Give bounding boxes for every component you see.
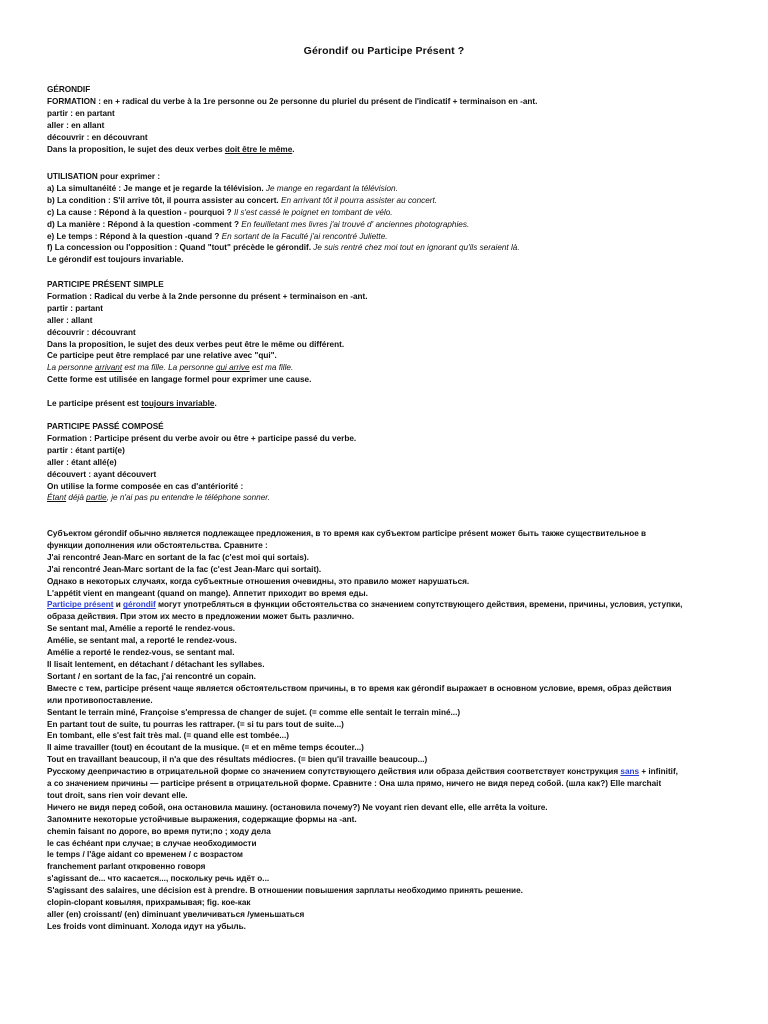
participe-present-link[interactable]: Participe présent — [47, 600, 114, 610]
text-line: Les froids vont diminuant. Холода идут на убыль. — [47, 921, 246, 931]
text-line: Amélie, se sentant mal, a reporté le rendez-vous. — [47, 636, 237, 646]
text: + infinitif, — [639, 767, 678, 777]
use-item — [47, 195, 737, 207]
text: Русскому деепричастию в отрицательной форме со значением сопутствующего действия или образа действия соответствует конструкция — [47, 767, 621, 777]
underlined-text: qui arrive — [215, 363, 250, 373]
use-label: e) Le temps : Répond à la question -quand ? — [47, 231, 220, 241]
gerondif-subject-rule — [47, 144, 737, 156]
participe-simple-heading: PARTICIPE PRÉSENT SIMPLE — [47, 280, 164, 289]
sans-link[interactable]: sans — [620, 767, 640, 777]
participe-example-sentence — [47, 362, 737, 374]
text-line: S'agissant des salaires, une décision est à prendre. В отношении повышения зарплаты необходимо принять решение. — [47, 886, 523, 896]
use-example: Je suis rentré chez moi tout en ignorant qu'ils seraient là. — [311, 243, 520, 253]
participe-simple-section — [47, 279, 737, 410]
gerondif-link[interactable]: gérondif — [123, 600, 156, 610]
use-item — [47, 207, 737, 219]
text-line: Субъектом gérondif обычно является подлежащее предложения, в то время как субъектом participe présent может быть также существительное в — [47, 529, 647, 538]
text: est ma fille. La personne — [122, 363, 216, 373]
text: est ma fille. — [249, 363, 294, 373]
text-line: L'appétit vient en mangeant (quand on mange). Аппетит приходит во время еды. — [47, 588, 368, 598]
gerondif-example: découvrir : en découvrant — [47, 132, 148, 142]
text-line: а со значением причины — participe présent в отрицательной форме. Сравните : Она шла прямо, ничего не видя перед собой. (шла как?) Elle marchait — [47, 779, 662, 789]
text-line: функции дополнения или обстоятельства. Сравните : — [47, 540, 268, 550]
use-label: f) La concession ou l'opposition : Quand "tout" précède le gérondif. — [47, 243, 311, 253]
use-example: Je mange en regardant la télévision. — [263, 183, 398, 193]
text-line: clopin-clopant ковыляя, прихрамывая; fig. кое-как — [47, 898, 251, 908]
gerondif-example: aller : en allant — [47, 120, 105, 130]
formation-text: : en + radical du verbe à la 1re personne ou 2e personne du pluriel du présent de l'indicatif + terminaison en -ant. — [95, 96, 538, 106]
text-line: tout droit, sans rien voir devant elle. — [47, 790, 188, 800]
text: déjà — [66, 493, 87, 503]
text: . — [292, 144, 295, 154]
participe-formal-rule: Cette forme est utilisée en langage formel pour exprimer une cause. — [47, 375, 312, 385]
participe-example: découvrir : découvrant — [47, 327, 136, 337]
text-line: J'ai rencontré Jean-Marc sortant de la fac (c'est Jean-Marc qui sortait). — [47, 564, 322, 574]
use-label: b) La condition : S'il arrive tôt, il pourra assister au concert. — [47, 195, 279, 205]
participe-example: aller : allant — [47, 315, 93, 325]
page-title: Gérondif ou Participe Présent ? — [303, 45, 465, 57]
use-item — [47, 183, 737, 195]
text-line: aller (en) croissant/ (en) diminuant увеличиваться /уменьшаться — [47, 910, 305, 919]
gerondif-heading: GÉRONDIF — [47, 85, 91, 94]
utilisation-heading: UTILISATION pour exprimer : — [47, 172, 161, 181]
use-label: a) La simultanéité : Je mange et je regarde la télévision. — [47, 183, 264, 193]
participe-simple-formation: Formation : Radical du verbe à la 2nde personne du présent + terminaison en -ant. — [47, 291, 368, 301]
formation-label: FORMATION — [47, 96, 96, 106]
participe-subject-rule: Dans la proposition, le sujet des deux verbes peut être le même ou différent. — [47, 339, 345, 349]
use-example: En sortant de la Faculté j'ai rencontré Juliette. — [219, 231, 388, 241]
text-line: или противопоставление. — [47, 695, 153, 705]
text-line: Sortant / en sortant de la fac, j'ai rencontré un copain. — [47, 671, 256, 681]
text-line: En tombant, elle s'est fait très mal. (= quand elle est tombée...) — [47, 731, 289, 741]
text: Le participe présent est — [47, 399, 142, 409]
text-line: En partant tout de suite, tu pourras les rattraper. (= si tu pars tout de suite...) — [47, 719, 344, 729]
text-line: J'ai rencontré Jean-Marc en sortant de la fac (c'est moi qui sortais). — [47, 552, 309, 562]
use-example: En feuilletant mes livres j'ai trouvé d' anciennes photographies. — [238, 219, 470, 229]
use-item — [47, 219, 737, 231]
text: Dans la proposition, le sujet des deux verbes — [47, 144, 225, 154]
text-line — [47, 599, 737, 611]
russian-section — [47, 528, 737, 933]
text-line: s'agissant de... что касается..., поскольку речь идёт о... — [47, 874, 270, 884]
text: La personne — [47, 363, 95, 373]
text-line: Tout en travaillant beaucoup, il n'a que des résultats médiocres. (= bien qu'il travaille beaucoup...) — [47, 755, 428, 765]
text-line: le temps / l'âge aidant со временем / с возрастом — [47, 850, 243, 860]
underlined-text: partie — [86, 493, 107, 503]
text-line: Однако в некоторых случаях, когда субъектные отношения очевидны, это правило может нарушаться. — [47, 576, 470, 586]
use-example: En arrivant tôt il pourra assister au concert. — [278, 195, 438, 205]
participe-compose-example: aller : étant allé(e) — [47, 457, 117, 467]
underlined-text: arrivant — [94, 363, 123, 373]
gerondif-invariable: Le gérondif est toujours invariable. — [47, 255, 184, 265]
underlined-text: toujours invariable — [141, 399, 215, 409]
gerondif-section — [47, 84, 737, 155]
text-line: le cas échéant при случае; в случае необходимости — [47, 838, 257, 848]
participe-compose-example-sentence — [47, 492, 737, 504]
text-line: Il aime travailler (tout) en écoutant de la musique. (= et en même temps écouter...) — [47, 743, 364, 753]
text: . — [214, 399, 217, 409]
participe-compose-example: découvert : ayant découvert — [47, 469, 157, 479]
participe-relative-rule: Ce participe peut être remplacé par une relative avec "qui". — [47, 351, 277, 361]
utilisation-section — [47, 171, 737, 266]
gerondif-example: partir : en partant — [47, 108, 115, 118]
participe-compose-formation: Formation : Participe présent du verbe avoir ou être + participe passé du verbe. — [47, 433, 357, 443]
text-line: franchement parlant откровенно говоря — [47, 862, 206, 872]
text-line: Il lisait lentement, en détachant / détachant les syllabes. — [47, 659, 265, 669]
participe-compose-usage: On utilise la forme composée en cas d'antériorité : — [47, 481, 244, 491]
gerondif-formation — [47, 96, 737, 108]
text-line: Ничего не видя перед собой, она остановила машину. (остановила почему?) Ne voyant rien devant elle, elle arrêta la voiture. — [47, 802, 548, 812]
text-line: chemin faisant по дороге, во время пути;по ; ходу дела — [47, 826, 271, 836]
use-item — [47, 242, 737, 254]
use-example: Il s'est cassé le poignet en tombant de vélo. — [231, 207, 393, 217]
participe-example: partir : partant — [47, 303, 103, 313]
participe-invariable — [47, 398, 737, 410]
use-label: d) La manière : Répond à la question -comment ? — [47, 219, 239, 229]
text-line — [47, 766, 737, 778]
text-line: образа действия. При этом их место в предложении может быть различно. — [47, 612, 355, 622]
text: могут употребляться в функции обстоятельства со значением сопутствующего действия, времени, причины, условия, уступки, — [155, 600, 683, 610]
underlined-text: doit être le même — [224, 144, 293, 154]
underlined-text: Étant — [47, 493, 67, 503]
text: и — [113, 600, 124, 610]
participe-compose-section — [47, 421, 737, 504]
participe-compose-example: partir : étant parti(e) — [47, 445, 125, 455]
use-item — [47, 231, 737, 243]
text-line: Sentant le terrain miné, Françoise s'empressa de changer de sujet. (= comme elle sentait le terrain miné...) — [47, 707, 461, 717]
text-line: Запомните некоторые устойчивые выражения, содержащие формы на -ant. — [47, 814, 357, 824]
participe-compose-heading: PARTICIPE PASSÉ COMPOSÉ — [47, 422, 164, 431]
text-line: Вместе с тем, participe présent чаще является обстоятельством причины, в то время как gérondif выражает в основном условие, время, образ действия — [47, 683, 672, 693]
text-line: Amélie a reporté le rendez-vous, se sentant mal. — [47, 648, 235, 658]
text: , je n'ai pas pu entendre le téléphone sonner. — [106, 493, 270, 503]
use-label: c) La cause : Répond à la question - pourquoi ? — [47, 207, 232, 217]
text-line: Se sentant mal, Amélie a reporté le rendez-vous. — [47, 624, 236, 634]
